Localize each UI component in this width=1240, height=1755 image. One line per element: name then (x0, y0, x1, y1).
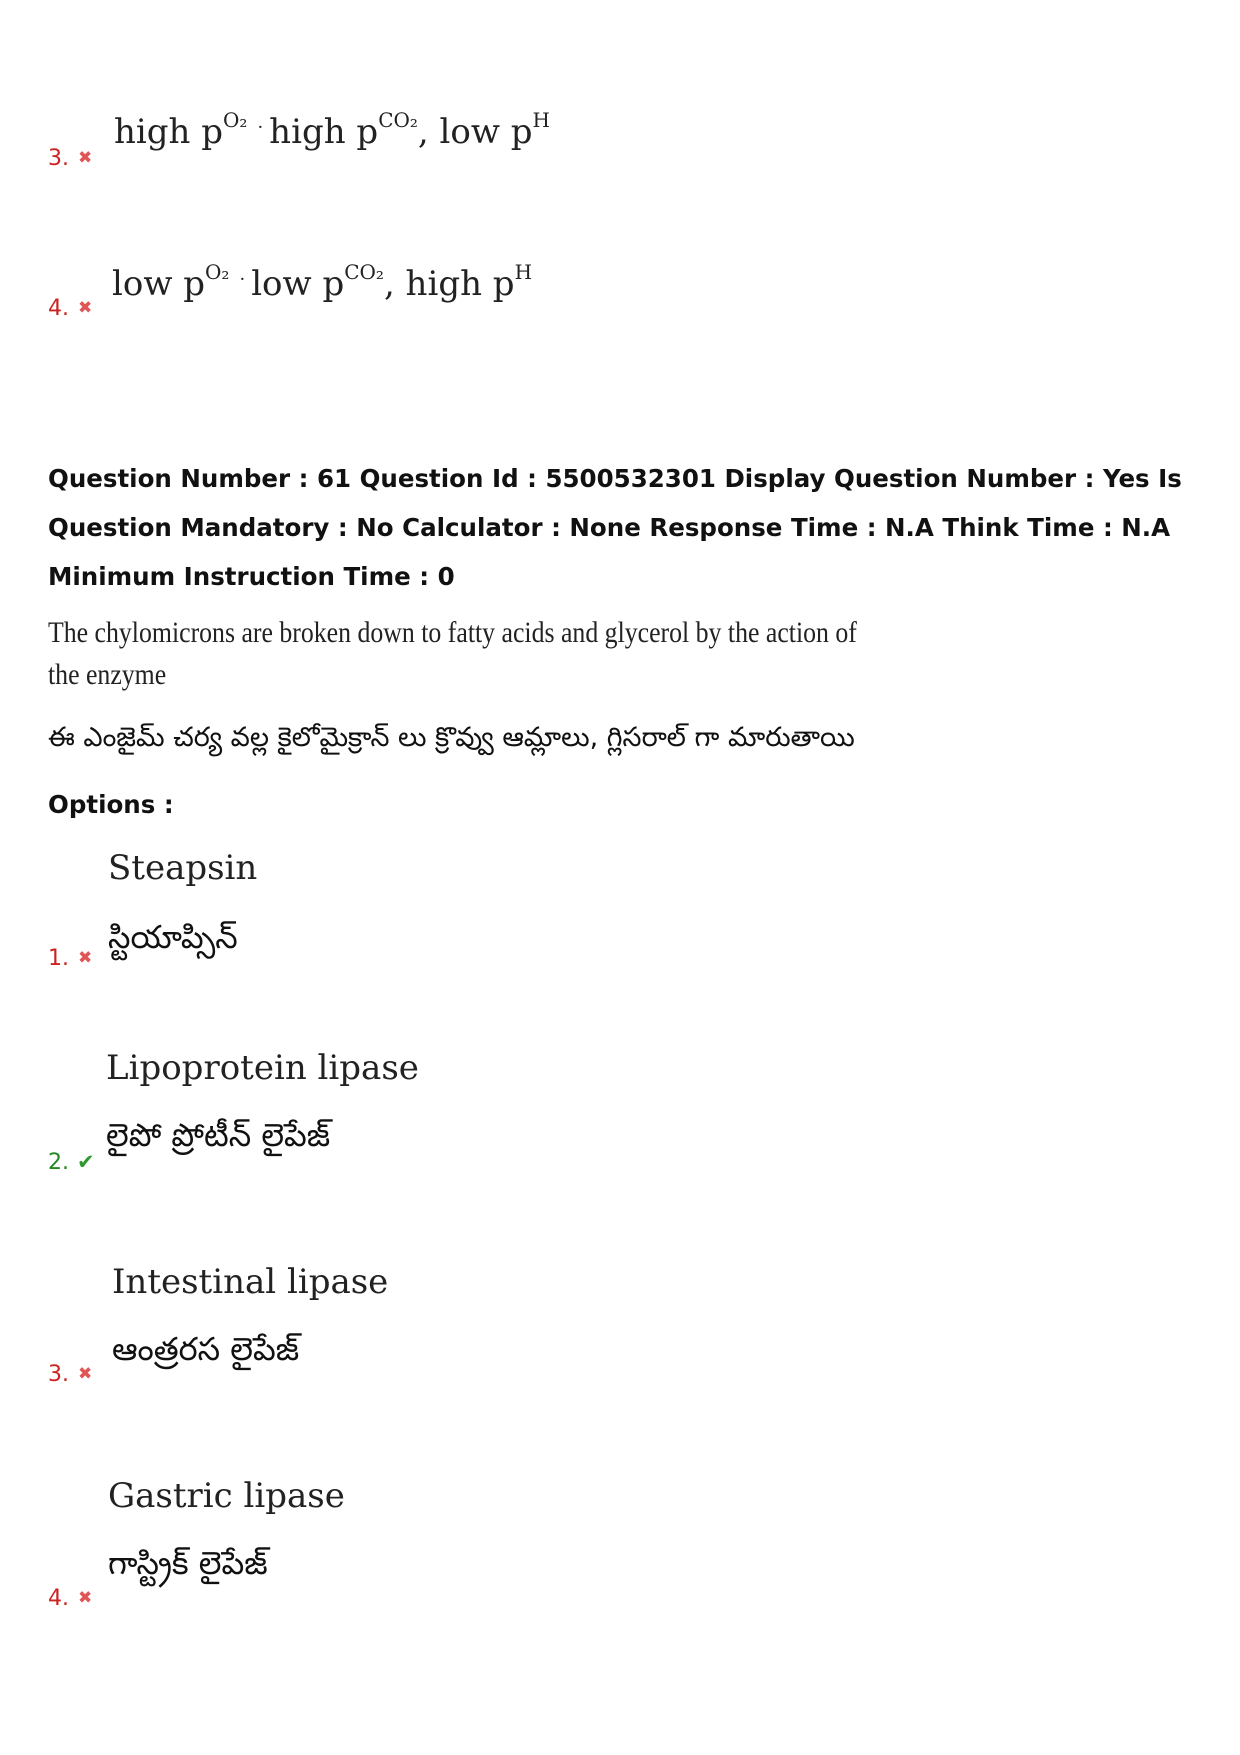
option-4-telugu: గాస్ట్రిక్ లైపేజ్ (108, 1544, 268, 1582)
prev-option-4-marker (48, 296, 92, 321)
prev-option-4-number: 4. (48, 296, 69, 321)
correct-check-icon: ✔ (77, 1150, 95, 1174)
wrong-mark-icon: ✖ (78, 298, 93, 318)
option-4-marker (48, 1586, 92, 1611)
options-label: Options : (48, 790, 174, 819)
prev-option-3-number: 3. (48, 146, 69, 171)
option-1-number: 1. (48, 946, 69, 971)
prev-option-3-marker (48, 146, 92, 171)
option-4-number: 4. (48, 1586, 69, 1611)
option-1-telugu: స్టియాప్సిన్ (108, 918, 238, 956)
wrong-mark-icon: ✖ (78, 948, 93, 968)
option-3-english: Intestinal lipase (112, 1262, 389, 1302)
option-2-marker (48, 1150, 95, 1175)
option-4-english: Gastric lipase (108, 1476, 345, 1516)
option-1-marker (48, 946, 92, 971)
wrong-mark-icon: ✖ (78, 148, 93, 168)
prev-option-3-formula: high $p^{O_2}$ · high $p^{CO_2}$, low $p^H$ (114, 108, 550, 152)
option-3-telugu: ఆంత్రరస లైపేజ్ (112, 1330, 300, 1368)
wrong-mark-icon: ✖ (78, 1364, 93, 1384)
option-2-telugu: లైపో ప్రోటీన్ లైపేజ్ (106, 1116, 331, 1154)
option-2-number: 2. (48, 1150, 69, 1175)
question-meta: Question Number : 61 Question Id : 5500532301 Display Question Number : Yes Is Question Mandatory : No Calculator : None Response Time : N.A Think Time : N.A Minimum Instruction Time : 0 (48, 464, 1182, 591)
prev-option-4-formula: low $p^{O_2}$ · low $p^{CO_2}$, high $p^H$ (112, 260, 533, 304)
option-3-number: 3. (48, 1362, 69, 1387)
question-text-telugu: ఈ ఎంజైమ్ చర్య వల్ల కైలోమైక్రాన్ లు క్రొవ్వు ఆమ్లాలు, గ్లిసరాల్ గా మారుతాయి (48, 722, 855, 753)
option-1-english: Steapsin (108, 848, 258, 888)
option-2-english: Lipoprotein lipase (106, 1048, 419, 1088)
wrong-mark-icon: ✖ (78, 1588, 93, 1608)
question-text-english: The chylomicrons are broken down to fatty acids and glycerol by the action of the enzyme (48, 616, 857, 691)
option-3-marker (48, 1362, 92, 1387)
